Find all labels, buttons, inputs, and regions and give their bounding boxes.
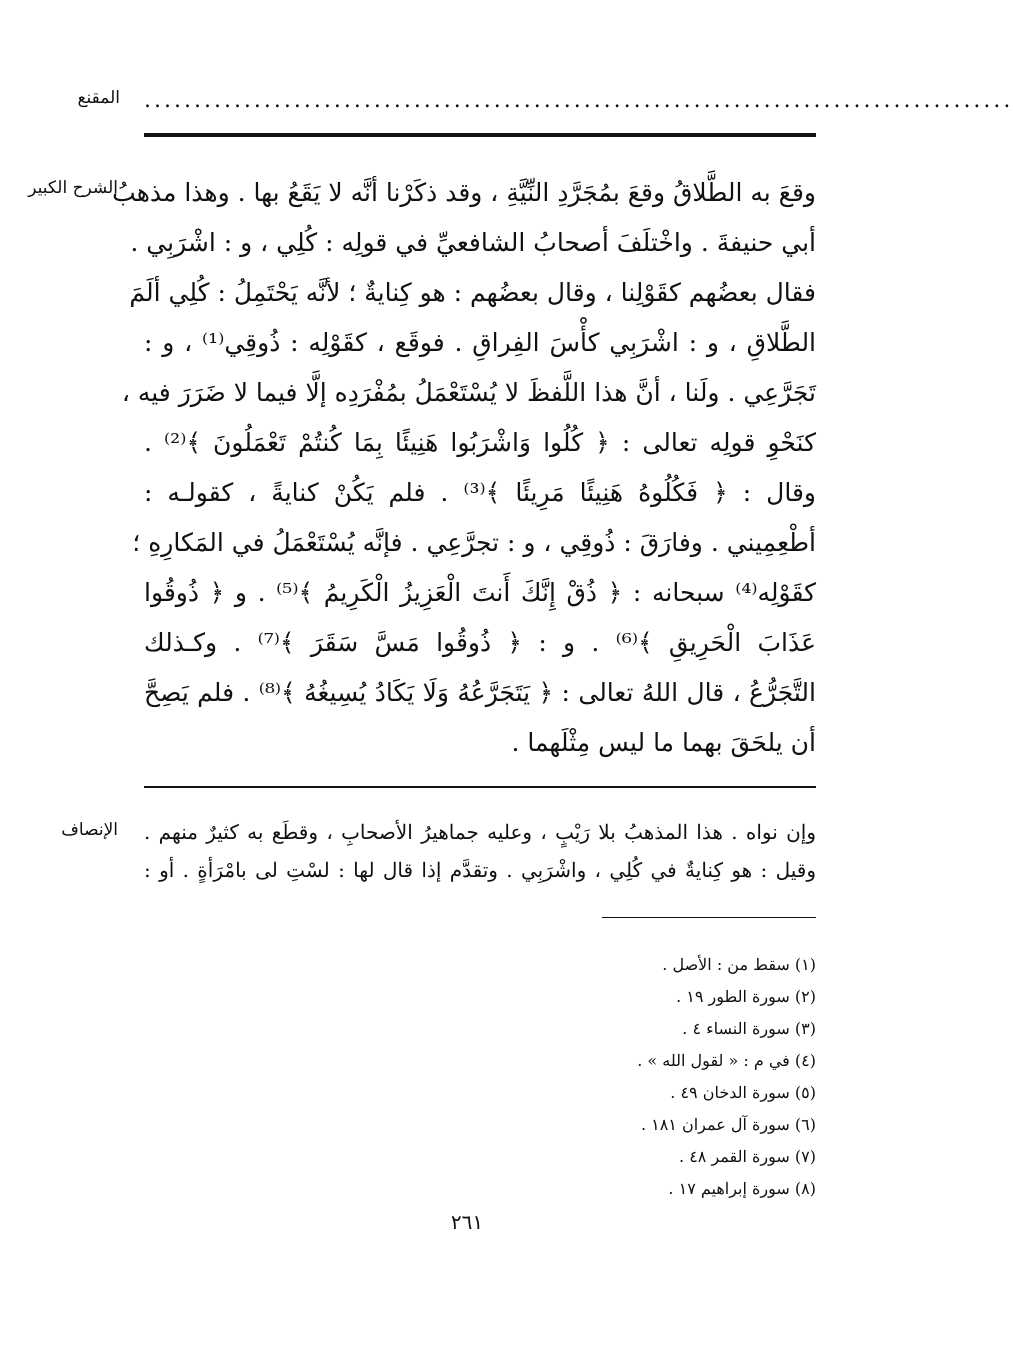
header-rule [144, 133, 816, 137]
footnote: (٦) سورة آل عمران ١٨١ . [640, 1115, 816, 1134]
page-number: ٢٦١ [450, 1210, 484, 1234]
footnote: (٧) سورة القمر ٤٨ . [679, 1147, 816, 1166]
sharh-line: وقعَ به الطَّلاقُ وقعَ بمُجَرَّدِ النِّيَّةِ ، وقد ذكَرْنا أنَّه لا يَقَعُ بها . وهذا مذهبُ [112, 178, 816, 207]
section-label-insaf: الإنصاف [61, 820, 118, 840]
footnote: (٨) سورة إبراهيم ١٧ . [668, 1179, 816, 1198]
footnote: (٤) في م : « لقول الله » . [637, 1051, 816, 1070]
sharh-line: فقال بعضُهم كقَوْلِنا ، وقال بعضُهم : هو كِنايةٌ ؛ لأنَّه يَحْتَمِلُ : كُلِي ألَمَ [129, 278, 816, 307]
sharh-line: الطَّلاقِ ، و : اشْرَبِي كأْسَ الفِراقِ . فوقَع ، كقَوْلِه : ذُوقِي⁽¹⁾ ، و : [144, 328, 817, 357]
header-dotted-rule: ....................................................................................... [144, 88, 1013, 113]
section-label-sharh: الشرح الكبير [28, 178, 118, 198]
sharh-line: وقال : ﴿ فَكُلُوهُ هَنِيئًا مَرِيئًا ﴾⁽³⁾ . فلم يَكُنْ كنايةً ، كقولـه : [144, 478, 816, 507]
footnote: (٢) سورة الطور ١٩ . [676, 987, 816, 1006]
sharh-line: أبي حنيفةَ . واخْتلَفَ أصحابُ الشافعيِّ في قولِه : كُلِي ، و : اشْرَبِي . [130, 228, 816, 257]
footnote: (٥) سورة الدخان ٤٩ . [670, 1083, 816, 1102]
footnote: (١) سقط من : الأصل . [662, 955, 816, 974]
sharh-line: عَذَابَ الْحَرِيقِ ﴾⁽⁶⁾ . و : ﴿ ذُوقُوا مَسَّ سَقَرَ ﴾⁽⁷⁾ . وكـذلك [144, 628, 816, 657]
footnote: (٣) سورة النساء ٤ . [682, 1019, 816, 1038]
footnote-divider [602, 917, 816, 918]
sharh-line: التَّجَرُّعُ ، قال اللهُ تعالى : ﴿ يَتَجَرَّعُهُ وَلَا يَكَادُ يُسِيغُهُ ﴾⁽⁸⁾ . فلم يَصِحَّ [144, 678, 816, 707]
insaf-line: وإن نواه . هذا المذهبُ بلا رَيْبٍ ، وعليه جماهيرُ الأصحابِ ، وقطَع به كثيرٌ منهم . [144, 820, 816, 844]
sharh-line: أن يلحَقَ بهما ما ليس مِثْلَهما . [511, 728, 816, 757]
sharh-line: أطْعِمِيني . وفارَقَ : ذُوقِي ، و : تجرَّعِي . فإنَّه يُسْتَعْمَلُ في المَكارِهِ ؛ [132, 528, 816, 557]
book-title: المقنع [77, 88, 120, 108]
sharh-line: كقَوْلِه⁽⁴⁾ سبحانه : ﴿ ذُقْ إِنَّكَ أَنتَ الْعَزِيزُ الْكَرِيمُ ﴾⁽⁵⁾ . و ﴿ ذُوقُوا [144, 578, 816, 607]
sharh-line: تَجَرَّعِي . ولَنا ، أنَّ هذا اللَّفظَ لا يُسْتَعْمَلُ بمُفْرَدِه إلَّا فيما لا ضَرَرَ فيه ، [121, 378, 816, 407]
sharh-line: كنَحْوِ قولِه تعالى : ﴿ كُلُوا وَاشْرَبُوا هَنِيئًا بِمَا كُنتُمْ تَعْمَلُونَ ﴾⁽²⁾ . [144, 428, 816, 457]
insaf-line: وقيل : هو كِنايةٌ في كُلِي ، واشْرَبِي . وتقدَّم إذا قال لها : لسْتِ لى بامْرَأةٍ . أو : [144, 858, 816, 882]
section-divider [144, 786, 816, 788]
